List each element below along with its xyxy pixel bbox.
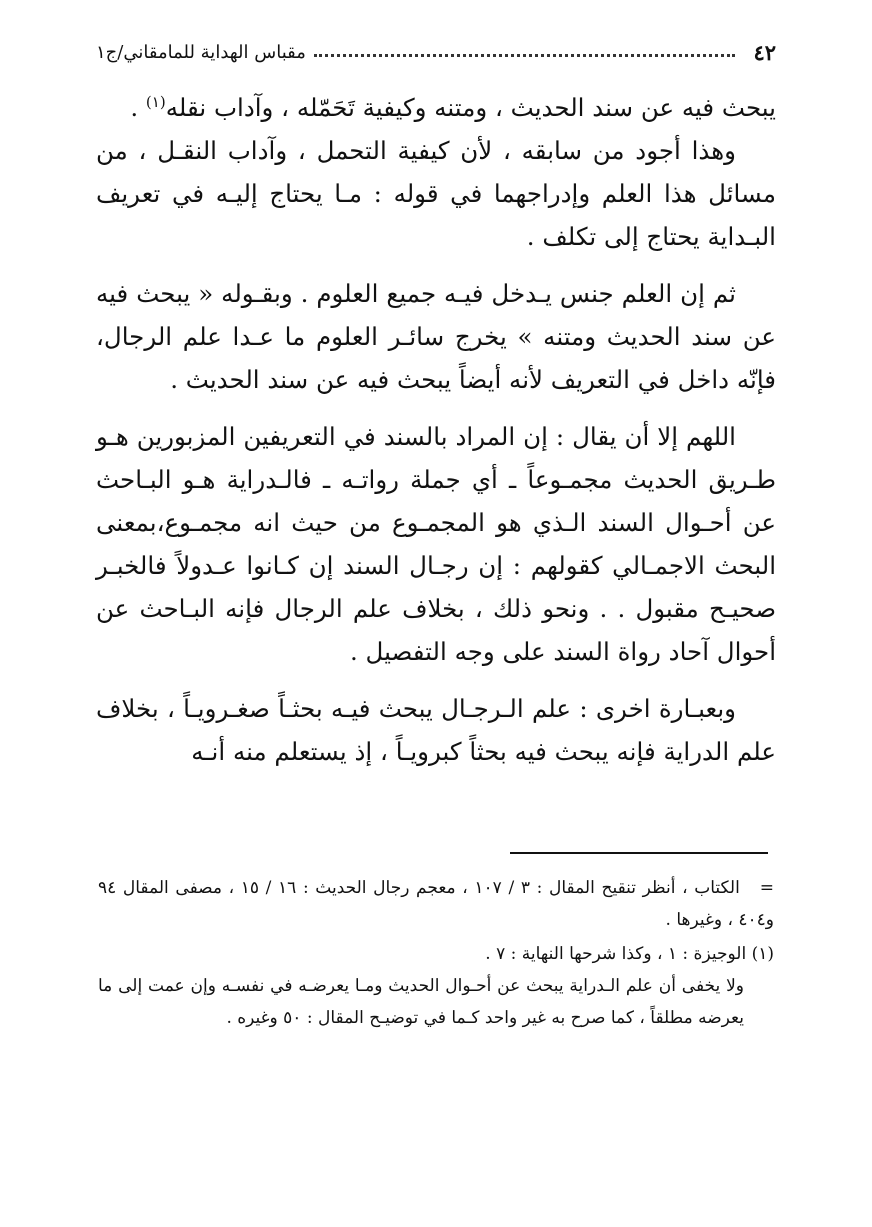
footnote-separator — [510, 852, 768, 854]
footnote-1-mark: (١) — [751, 944, 774, 964]
paragraph-1-end: . — [130, 93, 146, 122]
footnote-1 — [98, 938, 774, 970]
page-number: ٤٢ — [753, 39, 776, 65]
footnote-ref-1: (١) — [145, 92, 166, 111]
paragraph-4: اللهم إلا أن يقال : إن المراد بالسند في التعريفين المزبورين هـو طـريق الحديث مجمـوعاً ـ أي جملة رواتـه ـ فالـدراية هـو البـاحث عن أحـوال السند الـذي هو المجمـوع من حيث انه مجمـوع،بمعنى البحث الاجمـالي كقولهم : إن رجـال السند إن كـانوا عـدولاً فالخبـر صحيـح مقبول . . ونحو ذلك ، بخلاف علم الرجال فإنه البـاحث عن أحوال آحاد رواة السند على وجه التفصيل . — [96, 422, 776, 666]
footnote-1-continued: ولا يخفى أن علم الـدراية يبحث عن أحـوال الحديث ومـا يعرضـه في نفسـه وإن عمت إلى ما يعرضه مطلقاً ، كما صرح به غير واحد كـما في توضيـح المقال : ٥٠ وغيره . — [98, 976, 744, 1028]
page-header — [96, 34, 776, 70]
paragraph-1-text: يبحث فيه عن سند الحديث ، ومتنه وكيفية تَحَمّله ، وآداب نقله — [165, 93, 776, 122]
footnote-1-text: الوجيزة : ١ ، وكذا شرحها النهاية : ٧ . — [485, 944, 747, 964]
header-dotted-leader — [314, 54, 736, 57]
continuation-text: الكتاب ، أنظر تنقيح المقال : ٣ / ١٠٧ ، معجم رجال الحديث : ١٦ / ١٥ ، مصفى المقال ٩٤ و٤٠٤ ، وغيرها . — [98, 878, 774, 930]
main-text — [96, 86, 776, 773]
paragraph-3: ثم إن العلم جنس يـدخل فيـه جميع العلوم . وبقـوله « يبحث فيه عن سند الحديث ومتنه » يخرج سائـر العلوم ما عـدا علم الرجال، فإنّه داخل في التعريف لأنه أيضاً يبحث فيه عن سند الحديث . — [96, 279, 776, 394]
footnote-continuation — [98, 872, 774, 936]
paragraph-1 — [96, 86, 776, 129]
footnotes — [98, 872, 774, 1034]
continuation-mark: = — [759, 878, 774, 898]
running-title: مقباس الهداية للمامقاني/ج١ — [96, 41, 306, 63]
paragraph-5: وبعبـارة اخرى : علم الـرجـال يبحث فيـه بحثـاً صغـرويـاً ، بخلاف علم الدراية فإنه يبحث فيه بحثاً كبرويـاً ، إذ يستعلم منه أنـه — [96, 694, 776, 766]
paragraph-2: وهذا أجود من سابقه ، لأن كيفية التحمل ، وآداب النقـل ، من مسائل هذا العلم وإدراجهما في قوله : مـا يحتاج إليـه في تعريف البـداية يحتاج إلى تكلف . — [96, 136, 776, 251]
